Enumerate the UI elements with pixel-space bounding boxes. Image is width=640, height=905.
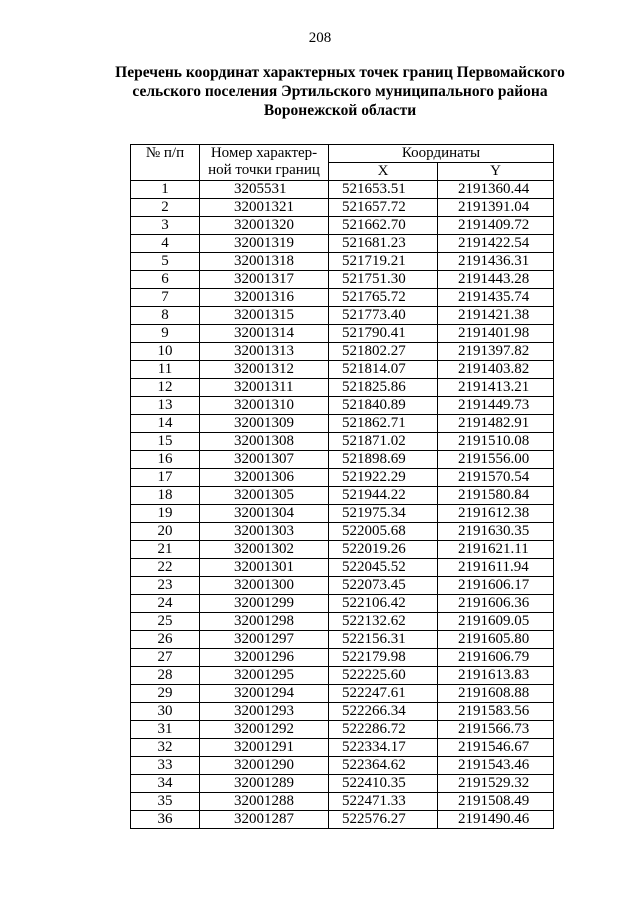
point-number-cell: 32001302: [200, 541, 329, 559]
point-number-cell: 32001292: [200, 721, 329, 739]
table-row: [131, 361, 554, 379]
x-coordinate-cell: 522045.52: [329, 559, 438, 577]
table-row: [131, 325, 554, 343]
y-coordinate-cell: 2191606.79: [438, 649, 554, 667]
table-row: [131, 595, 554, 613]
table-body: [131, 181, 554, 829]
point-number-cell: 32001318: [200, 253, 329, 271]
x-coordinate-cell: 521657.72: [329, 199, 438, 217]
point-number-cell: 32001308: [200, 433, 329, 451]
x-coordinate-cell: 521765.72: [329, 289, 438, 307]
x-coordinate-cell: 522286.72: [329, 721, 438, 739]
y-coordinate-cell: 2191401.98: [438, 325, 554, 343]
point-number-cell: 32001299: [200, 595, 329, 613]
y-coordinate-cell: 2191449.73: [438, 397, 554, 415]
point-number-cell: 32001319: [200, 235, 329, 253]
header-y: Y: [438, 163, 554, 181]
x-coordinate-cell: 521975.34: [329, 505, 438, 523]
row-number-cell: 36: [131, 811, 200, 829]
x-coordinate-cell: 522106.42: [329, 595, 438, 613]
y-coordinate-cell: 2191482.91: [438, 415, 554, 433]
table-row: [131, 721, 554, 739]
table-row: [131, 181, 554, 199]
x-coordinate-cell: 521944.22: [329, 487, 438, 505]
y-coordinate-cell: 2191397.82: [438, 343, 554, 361]
table-row: [131, 541, 554, 559]
row-number-cell: 6: [131, 271, 200, 289]
point-number-cell: 32001303: [200, 523, 329, 541]
table-row: [131, 199, 554, 217]
table-row: [131, 433, 554, 451]
x-coordinate-cell: 522266.34: [329, 703, 438, 721]
point-number-cell: 32001306: [200, 469, 329, 487]
table-row: [131, 505, 554, 523]
x-coordinate-cell: 521898.69: [329, 451, 438, 469]
row-number-cell: 13: [131, 397, 200, 415]
y-coordinate-cell: 2191391.04: [438, 199, 554, 217]
x-coordinate-cell: 522247.61: [329, 685, 438, 703]
y-coordinate-cell: 2191611.94: [438, 559, 554, 577]
header-num: № п/п: [131, 145, 200, 181]
header-point-number: [200, 145, 329, 181]
x-coordinate-cell: 521681.23: [329, 235, 438, 253]
table-row: [131, 253, 554, 271]
table-header: [131, 145, 554, 181]
point-number-cell: 32001291: [200, 739, 329, 757]
row-number-cell: 31: [131, 721, 200, 739]
y-coordinate-cell: 2191609.05: [438, 613, 554, 631]
row-number-cell: 11: [131, 361, 200, 379]
y-coordinate-cell: 2191490.46: [438, 811, 554, 829]
row-number-cell: 22: [131, 559, 200, 577]
point-number-cell: 32001293: [200, 703, 329, 721]
y-coordinate-cell: 2191422.54: [438, 235, 554, 253]
y-coordinate-cell: 2191613.83: [438, 667, 554, 685]
x-coordinate-cell: 521653.51: [329, 181, 438, 199]
point-number-cell: 32001305: [200, 487, 329, 505]
point-number-cell: 32001300: [200, 577, 329, 595]
x-coordinate-cell: 521802.27: [329, 343, 438, 361]
row-number-cell: 20: [131, 523, 200, 541]
point-number-cell: 32001316: [200, 289, 329, 307]
x-coordinate-cell: 521773.40: [329, 307, 438, 325]
x-coordinate-cell: 522576.27: [329, 811, 438, 829]
table-row: [131, 415, 554, 433]
row-number-cell: 10: [131, 343, 200, 361]
row-number-cell: 23: [131, 577, 200, 595]
y-coordinate-cell: 2191583.56: [438, 703, 554, 721]
table-row: [131, 451, 554, 469]
point-number-cell: 32001298: [200, 613, 329, 631]
table-row: [131, 379, 554, 397]
row-number-cell: 34: [131, 775, 200, 793]
row-number-cell: 25: [131, 613, 200, 631]
coordinates-table-container: [130, 144, 554, 829]
y-coordinate-cell: 2191508.49: [438, 793, 554, 811]
y-coordinate-cell: 2191409.72: [438, 217, 554, 235]
table-row: [131, 577, 554, 595]
y-coordinate-cell: 2191566.73: [438, 721, 554, 739]
x-coordinate-cell: 522073.45: [329, 577, 438, 595]
header-x: X: [329, 163, 438, 181]
table-row: [131, 559, 554, 577]
point-number-cell: 32001313: [200, 343, 329, 361]
point-number-cell: 32001314: [200, 325, 329, 343]
y-coordinate-cell: 2191543.46: [438, 757, 554, 775]
row-number-cell: 3: [131, 217, 200, 235]
x-coordinate-cell: 522019.26: [329, 541, 438, 559]
point-number-cell: 32001290: [200, 757, 329, 775]
table-row: [131, 271, 554, 289]
point-number-cell: 32001321: [200, 199, 329, 217]
y-coordinate-cell: 2191605.80: [438, 631, 554, 649]
table-row: [131, 469, 554, 487]
point-number-cell: 32001315: [200, 307, 329, 325]
table-row: [131, 793, 554, 811]
point-number-cell: 32001295: [200, 667, 329, 685]
table-row: [131, 667, 554, 685]
row-number-cell: 35: [131, 793, 200, 811]
table-row: [131, 649, 554, 667]
x-coordinate-cell: 522005.68: [329, 523, 438, 541]
table-row: [131, 685, 554, 703]
point-number-cell: 32001294: [200, 685, 329, 703]
table-row: [131, 757, 554, 775]
table-row: [131, 703, 554, 721]
point-number-cell: 32001317: [200, 271, 329, 289]
x-coordinate-cell: 522364.62: [329, 757, 438, 775]
point-number-cell: 32001304: [200, 505, 329, 523]
row-number-cell: 14: [131, 415, 200, 433]
x-coordinate-cell: 521862.71: [329, 415, 438, 433]
x-coordinate-cell: 521662.70: [329, 217, 438, 235]
table-row: [131, 739, 554, 757]
table-row: [131, 775, 554, 793]
y-coordinate-cell: 2191436.31: [438, 253, 554, 271]
row-number-cell: 12: [131, 379, 200, 397]
row-number-cell: 24: [131, 595, 200, 613]
row-number-cell: 30: [131, 703, 200, 721]
title-line: сельского поселения Эртильского муниципального района: [132, 83, 548, 100]
x-coordinate-cell: 522225.60: [329, 667, 438, 685]
point-number-cell: 32001297: [200, 631, 329, 649]
y-coordinate-cell: 2191621.11: [438, 541, 554, 559]
x-coordinate-cell: 521790.41: [329, 325, 438, 343]
x-coordinate-cell: 521871.02: [329, 433, 438, 451]
y-coordinate-cell: 2191630.35: [438, 523, 554, 541]
document-title: [60, 63, 620, 120]
y-coordinate-cell: 2191413.21: [438, 379, 554, 397]
table-row: [131, 487, 554, 505]
row-number-cell: 21: [131, 541, 200, 559]
y-coordinate-cell: 2191580.84: [438, 487, 554, 505]
x-coordinate-cell: 522410.35: [329, 775, 438, 793]
x-coordinate-cell: 522156.31: [329, 631, 438, 649]
x-coordinate-cell: 522334.17: [329, 739, 438, 757]
point-number-cell: 32001311: [200, 379, 329, 397]
row-number-cell: 16: [131, 451, 200, 469]
row-number-cell: 18: [131, 487, 200, 505]
x-coordinate-cell: 522132.62: [329, 613, 438, 631]
row-number-cell: 29: [131, 685, 200, 703]
y-coordinate-cell: 2191606.17: [438, 577, 554, 595]
row-number-cell: 5: [131, 253, 200, 271]
row-number-cell: 8: [131, 307, 200, 325]
y-coordinate-cell: 2191360.44: [438, 181, 554, 199]
x-coordinate-cell: 522179.98: [329, 649, 438, 667]
header-point-line: ной точки границ: [208, 162, 320, 178]
y-coordinate-cell: 2191403.82: [438, 361, 554, 379]
point-number-cell: 32001288: [200, 793, 329, 811]
point-number-cell: 32001296: [200, 649, 329, 667]
row-number-cell: 2: [131, 199, 200, 217]
y-coordinate-cell: 2191612.38: [438, 505, 554, 523]
y-coordinate-cell: 2191443.28: [438, 271, 554, 289]
x-coordinate-cell: 521751.30: [329, 271, 438, 289]
y-coordinate-cell: 2191435.74: [438, 289, 554, 307]
y-coordinate-cell: 2191510.08: [438, 433, 554, 451]
header-point-line: Номер характер-: [210, 145, 318, 161]
point-number-cell: 32001307: [200, 451, 329, 469]
y-coordinate-cell: 2191546.67: [438, 739, 554, 757]
row-number-cell: 17: [131, 469, 200, 487]
table-row: [131, 613, 554, 631]
coordinates-table: [130, 144, 554, 829]
table-row: [131, 307, 554, 325]
x-coordinate-cell: 521719.21: [329, 253, 438, 271]
title-line: Воронежской области: [263, 102, 417, 119]
y-coordinate-cell: 2191421.38: [438, 307, 554, 325]
y-coordinate-cell: 2191556.00: [438, 451, 554, 469]
x-coordinate-cell: 521922.29: [329, 469, 438, 487]
row-number-cell: 4: [131, 235, 200, 253]
table-row: [131, 523, 554, 541]
row-number-cell: 26: [131, 631, 200, 649]
row-number-cell: 1: [131, 181, 200, 199]
point-number-cell: 32001287: [200, 811, 329, 829]
row-number-cell: 19: [131, 505, 200, 523]
x-coordinate-cell: 522471.33: [329, 793, 438, 811]
table-row: [131, 631, 554, 649]
table-row: [131, 289, 554, 307]
x-coordinate-cell: 521840.89: [329, 397, 438, 415]
point-number-cell: 32001320: [200, 217, 329, 235]
title-line: Перечень координат характерных точек границ Первомайского: [115, 64, 565, 81]
y-coordinate-cell: 2191570.54: [438, 469, 554, 487]
page-number: 208: [308, 30, 332, 46]
row-number-cell: 15: [131, 433, 200, 451]
table-row: [131, 235, 554, 253]
header-coordinates: Координаты: [329, 145, 554, 163]
row-number-cell: 33: [131, 757, 200, 775]
table-row: [131, 343, 554, 361]
x-coordinate-cell: 521814.07: [329, 361, 438, 379]
row-number-cell: 9: [131, 325, 200, 343]
y-coordinate-cell: 2191608.88: [438, 685, 554, 703]
point-number-cell: 32001310: [200, 397, 329, 415]
row-number-cell: 28: [131, 667, 200, 685]
point-number-cell: 32001289: [200, 775, 329, 793]
y-coordinate-cell: 2191529.32: [438, 775, 554, 793]
table-row: [131, 811, 554, 829]
row-number-cell: 7: [131, 289, 200, 307]
x-coordinate-cell: 521825.86: [329, 379, 438, 397]
y-coordinate-cell: 2191606.36: [438, 595, 554, 613]
point-number-cell: 3205531: [200, 181, 329, 199]
point-number-cell: 32001301: [200, 559, 329, 577]
table-row: [131, 217, 554, 235]
table-row: [131, 397, 554, 415]
row-number-cell: 32: [131, 739, 200, 757]
point-number-cell: 32001312: [200, 361, 329, 379]
row-number-cell: 27: [131, 649, 200, 667]
point-number-cell: 32001309: [200, 415, 329, 433]
